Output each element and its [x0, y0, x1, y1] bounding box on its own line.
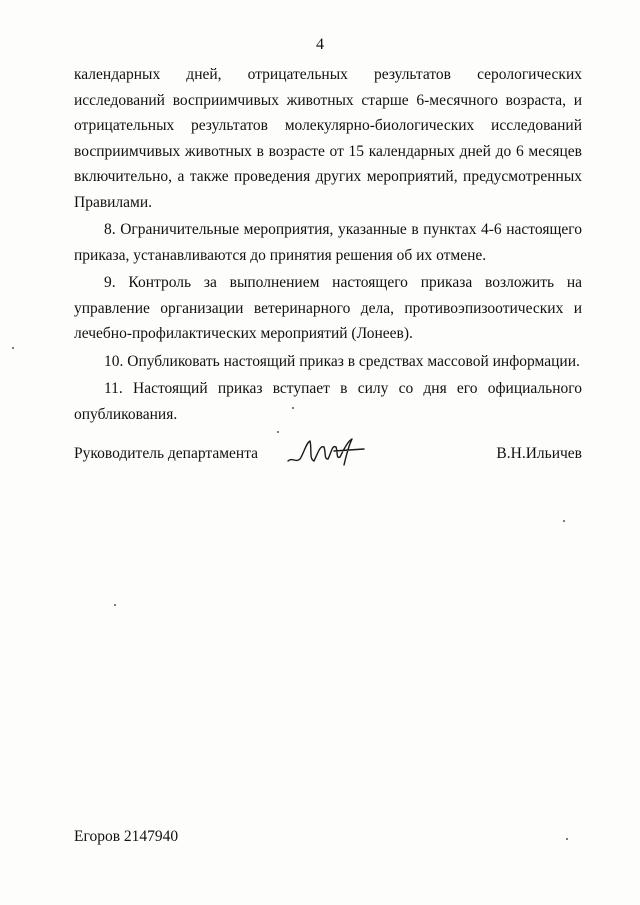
document-body — [74, 62, 582, 427]
scan-speck — [563, 520, 565, 522]
signatory-name: В.Н.Ильичев — [496, 445, 582, 462]
paragraph-item-8: 8. Ограничительные мероприятия, указанные в пунктах 4-6 настоящего приказа, устанавливаются до принятия решения об их отмене. — [74, 221, 582, 264]
scan-speck — [566, 838, 568, 840]
executor-footer: Егоров 2147940 — [74, 828, 179, 845]
scan-speck — [12, 347, 14, 349]
paragraph-item-9: 9. Контроль за выполнением настоящего приказа возложить на управление организации ветеринарного дела, противоэпизоотических и лечебно-профилактических мероприятий (Лонеев). — [74, 274, 582, 342]
paragraph-continuation: календарных дней, отрицательных результатов серологических исследований восприимчивых животных старше 6-месячного возраста, и отрицательных результатов молекулярно-биологических исследований восприимчивых животных в возрасте от 15 календарных дней до 6 месяцев включительно, а также проведения других мероприятий, предусмотренных Правилами. — [74, 66, 582, 211]
handwritten-signature — [282, 431, 372, 471]
paragraph-item-11: 11. Настоящий приказ вступает в силу со дня его официального опубликования. — [74, 380, 582, 423]
page-number: 4 — [316, 36, 324, 53]
paragraph-item-10: 10. Опубликовать настоящий приказ в средствах массовой информации. — [104, 352, 580, 370]
signatory-role: Руководитель департамента — [74, 445, 259, 462]
scan-speck — [114, 604, 116, 606]
signature-block — [74, 437, 582, 477]
scan-speck — [292, 407, 294, 409]
scan-speck — [277, 431, 279, 433]
